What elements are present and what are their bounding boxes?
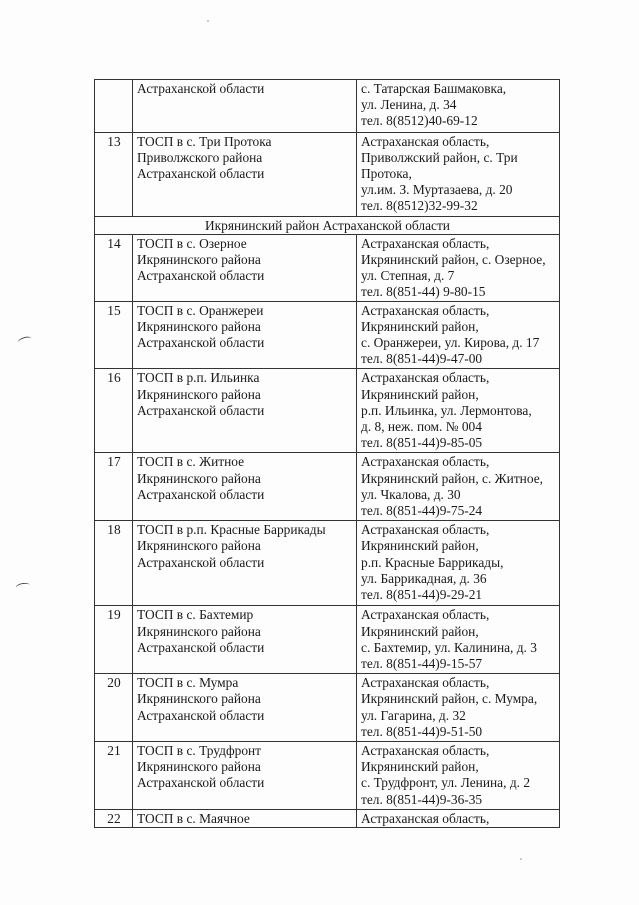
office-name-line: ТОСП в с. Три Протока [137,133,272,149]
office-address-cell [357,453,560,521]
office-address-line: Икрянинский район, [361,759,479,775]
margin-pencil-mark [15,582,30,591]
office-name-cell [133,606,357,674]
office-name-line: Икрянинского района [137,386,261,402]
office-address-line: Протока, [361,166,412,182]
table-row [95,741,560,809]
scan-speck [207,20,209,22]
office-name-line: Астраханской области [137,335,265,351]
row-number: 14 [95,234,133,301]
office-address-line: ул. Гагарина, д. 32 [361,707,466,723]
office-address-line: тел. 8(851-44) 9-80-15 [361,284,486,300]
scan-speck [520,858,522,860]
margin-pencil-mark [17,335,32,345]
office-address-line: Икрянинский район, с. Озерное, [361,252,546,268]
office-address-line: тел. 8(851-44)9-29-21 [361,587,483,603]
office-name-line: Астраханской области [137,486,265,502]
office-address-line: тел. 8(8512)40-69-12 [361,113,478,129]
office-name-cell [133,741,357,809]
office-address-line: ул.им. З. Муртазаева, д. 20 [361,182,513,198]
table-row [95,369,560,453]
office-name-line: Икрянинского района [137,691,261,707]
office-address-line: тел. 8(8512)32-99-32 [361,198,478,214]
section-header-row [95,216,560,234]
row-number: 18 [95,521,133,606]
office-name-cell [133,674,357,742]
office-address-line: тел. 8(851-44)9-47-00 [361,351,483,367]
office-address-line: Приволжский район, с. Три [361,149,518,165]
office-address-line: Икрянинский район, [361,538,479,554]
office-address-line: Астраханская область, [361,810,490,826]
office-address-cell [357,674,560,742]
office-name-line: ТОСП в с. Трудфронт [137,742,262,758]
office-name-line: Икрянинского района [137,623,261,639]
table-row [95,453,560,521]
office-address-line: Астраханская область, [361,675,490,691]
office-name-cell [133,132,357,216]
office-name-line: ТОСП в с. Бахтемир [137,607,254,623]
office-name-line: Икрянинского района [137,538,261,554]
office-name-line: Астраханской области [137,707,265,723]
table-row [95,301,560,369]
row-number: 21 [95,741,133,809]
table-row [95,521,560,606]
table-row [95,674,560,742]
office-name-line: ТОСП в с. Оранжереи [137,302,264,318]
office-name-line: Приволжского района [137,149,263,165]
office-name-line: ТОСП в с. Житное [137,454,245,470]
office-address-line: Астраханская область, [361,522,490,538]
office-name-cell [133,80,357,133]
table-row [95,809,560,827]
office-address-line: Астраханская область, [361,607,490,623]
table-row [95,606,560,674]
office-address-line: с. Трудфронт, ул. Ленина, д. 2 [361,775,531,791]
office-name-line: ТОСП в с. Озерное [137,235,247,251]
office-address-line: Астраханская область, [361,235,490,251]
office-address-table-body [95,80,560,828]
office-name-line: Икрянинского района [137,252,261,268]
office-name-line: Астраханской области [137,81,265,96]
office-name-cell [133,809,357,827]
office-address-line: ул. Баррикадная, д. 36 [361,570,487,586]
office-name-line: ТОСП в р.п. Красные Баррикады [137,522,326,538]
office-address-cell [357,301,560,369]
office-address-cell [357,80,560,133]
office-address-line: р.п. Красные Баррикады, [361,554,504,570]
office-address-cell [357,606,560,674]
section-title: Икрянинский район Астраханской области [95,216,560,234]
office-address-line: Икрянинский район, [361,623,479,639]
row-number: 20 [95,674,133,742]
office-address-line: с. Бахтемир, ул. Калинина, д. 3 [361,639,537,655]
row-number: 15 [95,301,133,369]
office-address-cell [357,741,560,809]
office-address-line: ул. Чкалова, д. 30 [361,486,461,502]
office-name-cell [133,301,357,369]
office-address-line: Икрянинский район, с. Мумра, [361,691,538,707]
office-address-line: р.п. Ильинка, ул. Лермонтова, [361,402,532,418]
office-address-line: тел. 8(851-44)9-51-50 [361,723,483,739]
office-address-cell [357,132,560,216]
office-name-line: ТОСП в р.п. Ильинка [137,370,260,386]
office-name-line: ТОСП в с. Маячное [137,810,250,826]
office-name-line: Икрянинского района [137,470,261,486]
office-address-table [94,79,560,828]
office-name-cell [133,369,357,453]
office-name-line: Астраханской области [137,639,265,655]
row-number: 17 [95,453,133,521]
row-number [95,80,133,133]
office-address-line: ул. Ленина, д. 34 [361,97,457,113]
row-number: 19 [95,606,133,674]
office-name-line: Икрянинского района [137,318,261,334]
office-address-line: с. Татарская Башмаковка, [361,81,507,96]
office-name-line: ТОСП в с. Мумра [137,675,239,691]
office-address-cell [357,369,560,453]
row-number: 13 [95,132,133,216]
office-address-line: Икрянинский район, с. Житное, [361,470,543,486]
office-address-line: д. 8, неж. пом. № 004 [361,419,482,435]
office-address-line: Астраханская область, [361,133,490,149]
row-number: 16 [95,369,133,453]
office-name-line: Икрянинского района [137,759,261,775]
office-address-line: тел. 8(851-44)9-85-05 [361,435,483,451]
office-address-cell [357,809,560,827]
office-name-cell [133,453,357,521]
office-name-cell [133,521,357,606]
office-address-cell [357,521,560,606]
office-address-line: тел. 8(851-44)9-75-24 [361,503,483,519]
office-address-line: Астраханская область, [361,742,490,758]
office-name-line: Астраханской области [137,268,265,284]
office-name-line: Астраханской области [137,554,265,570]
office-name-line: Астраханской области [137,402,265,418]
office-address-line: тел. 8(851-44)9-15-57 [361,655,483,671]
office-address-cell [357,234,560,301]
row-number: 22 [95,809,133,827]
table-row [95,80,560,133]
office-address-line: Астраханская область, [361,370,490,386]
table-row [95,132,560,216]
office-address-line: с. Оранжереи, ул. Кирова, д. 17 [361,335,540,351]
office-address-line: ул. Степная, д. 7 [361,268,455,284]
office-address-line: Астраханская область, [361,454,490,470]
office-address-line: Икрянинский район, [361,318,479,334]
office-address-line: Астраханская область, [361,302,490,318]
office-address-line: Икрянинский район, [361,386,479,402]
office-name-line: Астраханской области [137,775,265,791]
office-name-line: Астраханской области [137,166,265,182]
office-address-line: тел. 8(851-44)9-36-35 [361,791,483,807]
office-name-cell [133,234,357,301]
table-row [95,234,560,301]
